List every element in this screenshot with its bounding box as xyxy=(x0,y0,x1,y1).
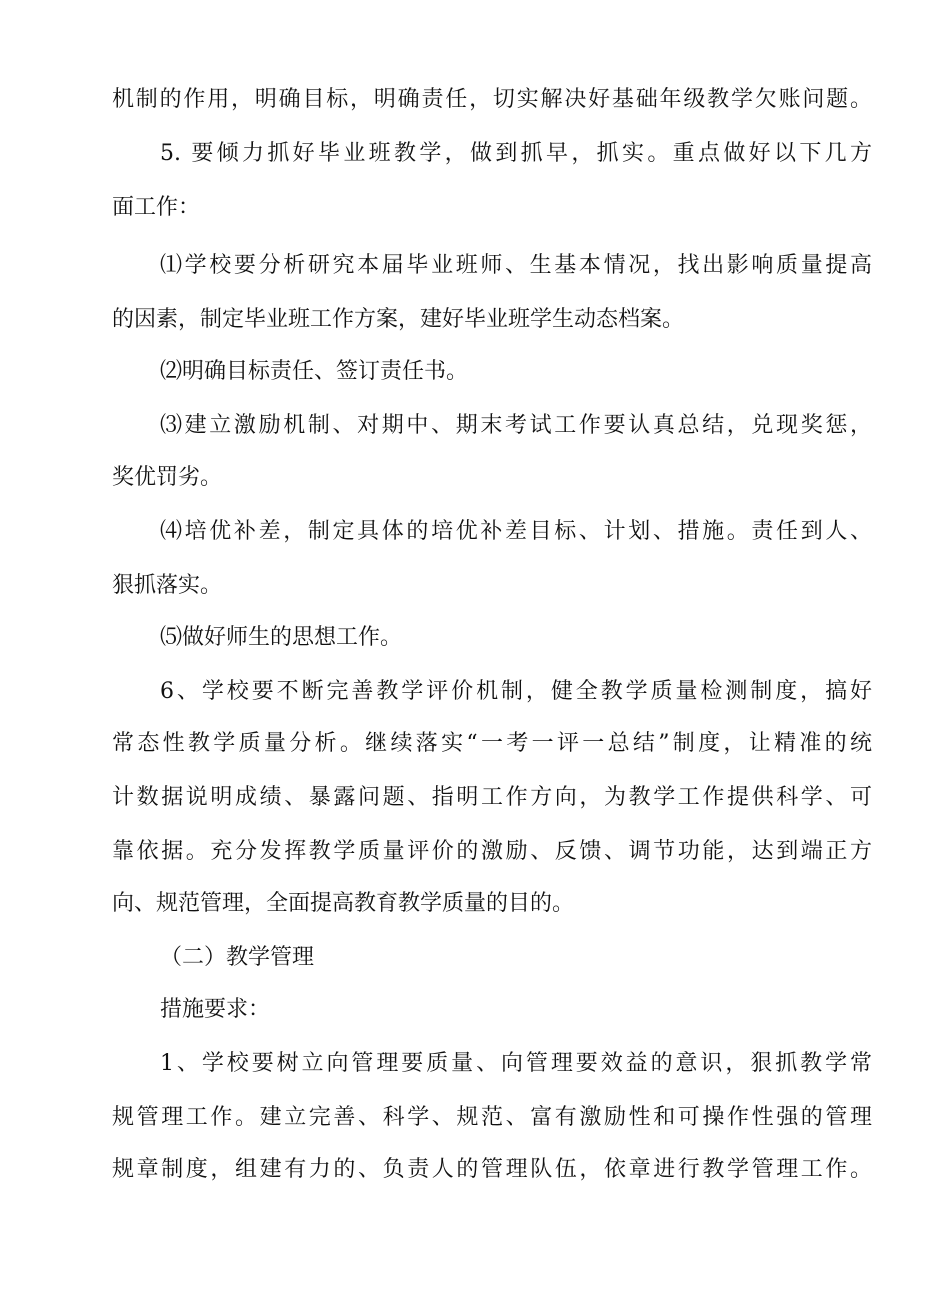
text-line: 面工作： xyxy=(112,195,201,220)
text-line: 靠依据。充分发挥教学质量评价的激励、反馈、调节功能，达到端正方 xyxy=(112,839,872,864)
text-line: ⑸做好师生的思想工作。 xyxy=(160,625,403,650)
text-line: 5. 要倾力抓好毕业班教学，做到抓早，抓实。重点做好以下几方 xyxy=(160,141,872,166)
text-line: 6、学校要不断完善教学评价机制，健全教学质量检测制度，搞好 xyxy=(160,679,872,704)
text-line: ⑶建立激励机制、对期中、期末考试工作要认真总结，兑现奖惩， xyxy=(160,413,872,438)
text-line: 狠抓落实。 xyxy=(112,573,223,598)
text-line: 规管理工作。建立完善、科学、规范、富有激励性和可操作性强的管理 xyxy=(112,1105,872,1130)
text-line: 措施要求： xyxy=(160,997,271,1022)
text-line: 奖优罚劣。 xyxy=(112,465,223,490)
section-heading: （二）教学管理 xyxy=(160,945,315,970)
text-line: ⑴学校要分析研究本届毕业班师、生基本情况，找出影响质量提高 xyxy=(160,253,872,278)
text-line: 向、规范管理，全面提高教育教学质量的目的。 xyxy=(112,891,575,916)
text-line: ⑷培优补差，制定具体的培优补差目标、计划、措施。责任到人、 xyxy=(160,519,872,544)
text-line: 的因素，制定毕业班工作方案，建好毕业班学生动态档案。 xyxy=(112,307,685,332)
text-line: ⑵明确目标责任、签订责任书。 xyxy=(160,359,469,384)
text-line: 机制的作用，明确目标，明确责任，切实解决好基础年级教学欠账问题。 xyxy=(112,87,872,112)
text-line: 规章制度，组建有力的、负责人的管理队伍，依章进行教学管理工作。 xyxy=(112,1157,872,1182)
text-line: 1、学校要树立向管理要质量、向管理要效益的意识，狠抓教学常 xyxy=(160,1051,872,1076)
text-line: 计数据说明成绩、暴露问题、指明工作方向，为教学工作提供科学、可 xyxy=(112,785,872,810)
text-line: 常态性教学质量分析。继续落实“一考一评一总结”制度，让精准的统 xyxy=(112,731,872,756)
